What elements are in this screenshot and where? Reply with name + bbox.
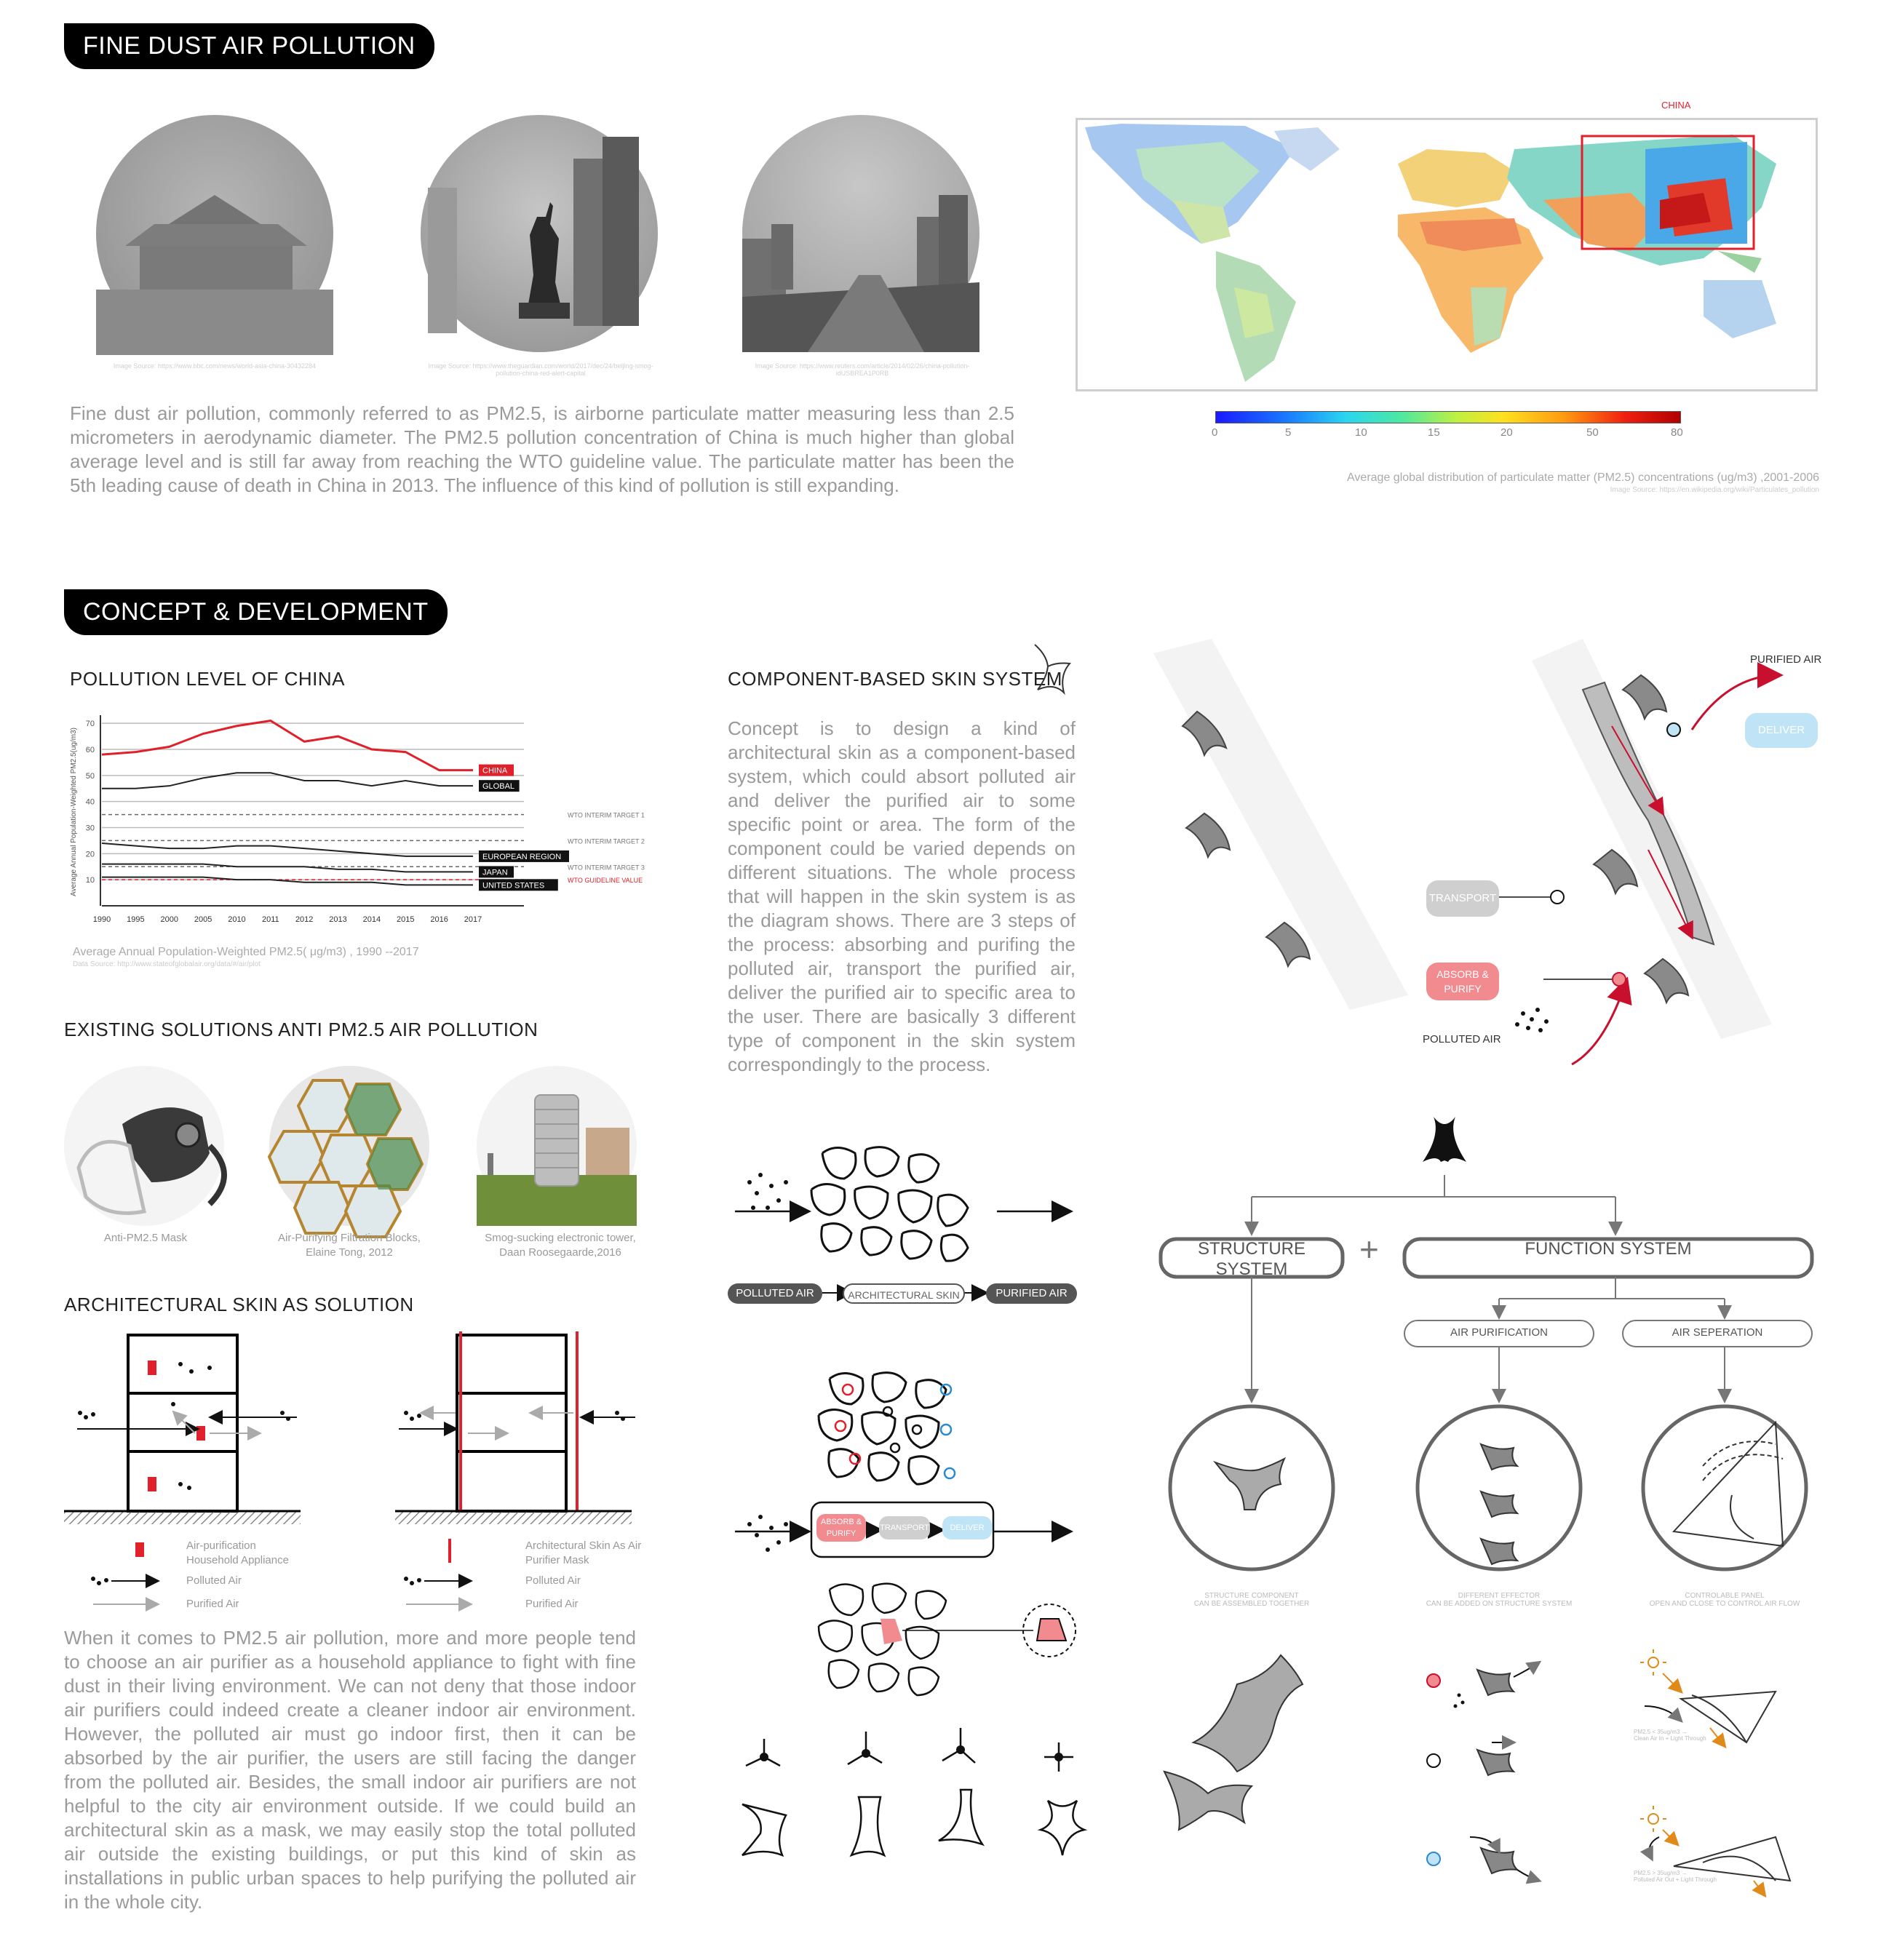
legend-left-polluted: Polluted Air xyxy=(186,1574,242,1587)
legend-skin-mask: Architectural Skin As Air Purifier Mask xyxy=(525,1539,642,1566)
pill-deliver: DELIVER xyxy=(1745,713,1818,748)
photo-smog-tower xyxy=(477,1066,637,1226)
structure-system-label: STRUCTURE SYSTEM xyxy=(1198,1239,1305,1279)
flow-pill-skin: ARCHITECTURAL SKIN xyxy=(843,1283,965,1304)
pollution-chart-title: POLLUTION LEVEL OF CHINA xyxy=(70,668,346,690)
scale-tick-80: 80 xyxy=(1671,426,1683,439)
scale-tick-50: 50 xyxy=(1586,426,1599,439)
label-purified-air: PURIFIED AIR xyxy=(1750,653,1822,666)
pill-absorb: ABSORB & PURIFY xyxy=(1426,963,1499,1000)
x-tick-label: 2017 xyxy=(464,915,482,924)
caption-structure-component: STRUCTURE COMPONENT CAN BE ASSEMBLED TOGETHER xyxy=(1193,1592,1310,1608)
flow-pill-transport: TRANSPORT xyxy=(879,1516,930,1539)
pollution-chart-source: Data Source: http://www.stateofglobalair.org/data/#/air/plot xyxy=(73,960,261,968)
legend-right-polluted: Polluted Air xyxy=(525,1574,581,1587)
reference-line-label: WTO INTERIM TARGET 1 xyxy=(568,811,645,819)
photo-source-1: Image Source: https://www.bbc.com/news/world-asia-china-30432284 xyxy=(113,362,317,370)
tri-logo-icon xyxy=(1423,1117,1466,1162)
y-tick-label: 70 xyxy=(85,720,95,729)
pm25-color-scale xyxy=(1215,411,1681,423)
photo-filtration-blocks xyxy=(269,1066,429,1226)
component-title: COMPONENT-BASED SKIN SYSTEM xyxy=(728,668,1062,690)
map-source: Image Source: https://en.wikipedia.org/wiki/Particulates_pollution xyxy=(1610,486,1819,494)
x-tick-label: 1995 xyxy=(127,915,145,924)
flow-pill-absorb: ABSORB & PURIFY xyxy=(816,1514,866,1542)
series-line xyxy=(102,843,473,856)
section-title-fine-dust: FINE DUST AIR POLLUTION xyxy=(64,23,434,69)
photo-city-smog xyxy=(742,115,979,352)
caption-anti-mask: Anti-PM2.5 Mask xyxy=(103,1232,188,1244)
flow-pill-purified: PURIFIED AIR xyxy=(986,1283,1077,1304)
photo-forbidden-city-smog xyxy=(96,115,333,352)
arch-skin-title: ARCHITECTURAL SKIN AS SOLUTION xyxy=(64,1294,414,1315)
reference-line-label: WTO INTERIM TARGET 3 xyxy=(568,864,645,872)
note-polluted-air: PM2.5 > 35ug/m3 → Polluted Air Out + Light Through xyxy=(1634,1870,1717,1883)
flow-pill-polluted: POLLUTED AIR xyxy=(728,1283,822,1304)
system-tree-diagram xyxy=(1150,1102,1819,1939)
series-label: UNITED STATES xyxy=(482,881,545,891)
caption-effector: DIFFERENT EFFECTOR CAN BE ADDED ON STRUCTURE SYSTEM xyxy=(1426,1592,1573,1608)
series-line xyxy=(102,864,473,872)
x-tick-label: 2005 xyxy=(194,915,212,924)
reference-line-label: WTO GUIDELINE VALUE xyxy=(568,877,643,885)
tri-component-icon xyxy=(1032,642,1076,700)
map-caption: Average global distribution of particulate matter (PM2.5) concentrations (ug/m3) ,2001-2006 xyxy=(1347,471,1819,484)
series-label: EUROPEAN REGION xyxy=(482,852,562,861)
caption-smog-tower: Smog-sucking electronic tower, Daan Roosegaarde,2016 xyxy=(485,1232,636,1259)
legend-left-purified: Purified Air xyxy=(186,1598,239,1610)
x-tick-label: 2011 xyxy=(261,915,279,924)
note-clean-air: PM2.5 < 35ug/m3 → Clean Air In + Light Through xyxy=(1634,1729,1706,1742)
x-tick-label: 2014 xyxy=(362,915,381,924)
pill-transport: TRANSPORT xyxy=(1426,880,1499,917)
y-tick-label: 50 xyxy=(85,771,95,781)
scale-tick-15: 15 xyxy=(1428,426,1440,439)
world-pm25-map xyxy=(1076,118,1818,391)
x-tick-label: 2012 xyxy=(295,915,314,924)
intro-paragraph: Fine dust air pollution, commonly referred to as PM2.5, is airborne particulate matter measuring less than 2.5 micrometers in aerodynamic diameter. The PM2.5 pollution concentration of China is much higher than global average level and is still far away from reaching the WTO guideline value. The particulate matter has been the 5th leading cause of death in China in 2013. The influence of this kind of pollution is still expanding. xyxy=(70,402,1014,496)
pollution-chart-caption: Average Annual Population-Weighted PM2.5( μg/m3) , 1990 --2017 xyxy=(73,946,419,958)
scale-tick-20: 20 xyxy=(1501,426,1513,439)
scale-tick-5: 5 xyxy=(1285,426,1292,439)
legend-household-appliance: Air-purification Household Appliance xyxy=(186,1539,289,1566)
y-tick-label: 40 xyxy=(85,797,95,807)
legend-right-purified: Purified Air xyxy=(525,1598,579,1610)
y-tick-label: 60 xyxy=(85,746,95,754)
y-tick-label: 20 xyxy=(85,850,95,859)
reference-line-label: WTO INTERIM TARGET 2 xyxy=(568,837,645,845)
series-label: GLOBAL xyxy=(482,782,515,792)
x-tick-label: 2015 xyxy=(397,915,415,924)
series-line xyxy=(102,721,473,770)
existing-solutions-title: EXISTING SOLUTIONS ANTI PM2.5 AIR POLLUTION xyxy=(64,1019,538,1040)
photo-statue-smog xyxy=(421,115,658,352)
photo-source-3: Image Source: https://www.reuters.com/article/2014/02/26/china-pollution-idUSBREA1P0RB xyxy=(755,362,970,377)
x-tick-label: 2000 xyxy=(160,915,178,924)
label-polluted-air: POLLUTED AIR xyxy=(1423,1033,1501,1045)
function-system-label: FUNCTION SYSTEM xyxy=(1525,1239,1692,1259)
photo-anti-pm25-mask xyxy=(64,1066,224,1226)
map-china-label: CHINA xyxy=(1661,100,1691,111)
arch-skin-paragraph: When it comes to PM2.5 air pollution, more and more people tend to choose an air purifier as a household appliance to fight with fine dust in their living environment. We can not deny that those indoor air purifiers could indeed create a cleaner indoor air environment. However, the polluted air must go indoor first, then it can be absorbed by the air purifier, the users are still facing the danger from the polluted air. Besides, the small indoor air purifiers are not helpful to the city air environment outside. If we could build an architectural skin as a mask, we may easily stop the total polluted air outside the existing buildings, or put this kind of skin as installations in public urban spaces to help purifying the polluted air in the whole city. xyxy=(64,1627,636,1913)
scale-tick-0: 0 xyxy=(1212,426,1218,439)
y-tick-label: 10 xyxy=(85,876,95,885)
caption-panel: CONTROLABLE PANEL OPEN AND CLOSE TO CONTROL AIR FLOW xyxy=(1649,1592,1800,1608)
y-tick-label: 30 xyxy=(85,824,95,833)
plus-sign: + xyxy=(1359,1230,1379,1268)
x-tick-label: 2016 xyxy=(430,915,448,924)
x-tick-label: 2010 xyxy=(228,915,246,924)
caption-filtration-blocks: Air-Purifying Filtration Blocks, Elaine Tong, 2012 xyxy=(278,1232,421,1259)
y-axis-label: Average Annual Population-Weighted PM2.5(ug/m3) xyxy=(70,728,78,896)
series-label: CHINA xyxy=(482,766,508,776)
scale-tick-10: 10 xyxy=(1355,426,1367,439)
x-tick-label: 2013 xyxy=(329,915,347,924)
series-label: JAPAN xyxy=(482,868,508,877)
series-line xyxy=(102,877,473,885)
air-purification-label: AIR PURIFICATION xyxy=(1450,1326,1548,1339)
component-paragraph: Concept is to design a kind of architectural skin as a component-based system, which could absort polluted air and deliver the purified air to some specific point or area. The form of the component could be varied depends on different situations. The whole process that will happen in the skin system is as the diagram shows. There are 3 steps of the process: absorbing and purifing the polluted air, transport the purified air, deliver the purified air to specific area to the user. There are basically 3 different type of component in the skin system correspondingly to the process. xyxy=(728,717,1076,1075)
photo-source-2: Image Source: https://www.theguardian.com/world/2017/dec/24/beijing-smog-pollution-china-red-alert-capital xyxy=(428,362,653,377)
pollution-line-chart xyxy=(65,709,645,949)
flow-pill-deliver: DELIVER xyxy=(942,1516,992,1539)
x-tick-label: 1990 xyxy=(92,915,111,924)
air-separation-label: AIR SEPERATION xyxy=(1672,1326,1763,1339)
section-title-concept: CONCEPT & DEVELOPMENT xyxy=(64,589,448,635)
